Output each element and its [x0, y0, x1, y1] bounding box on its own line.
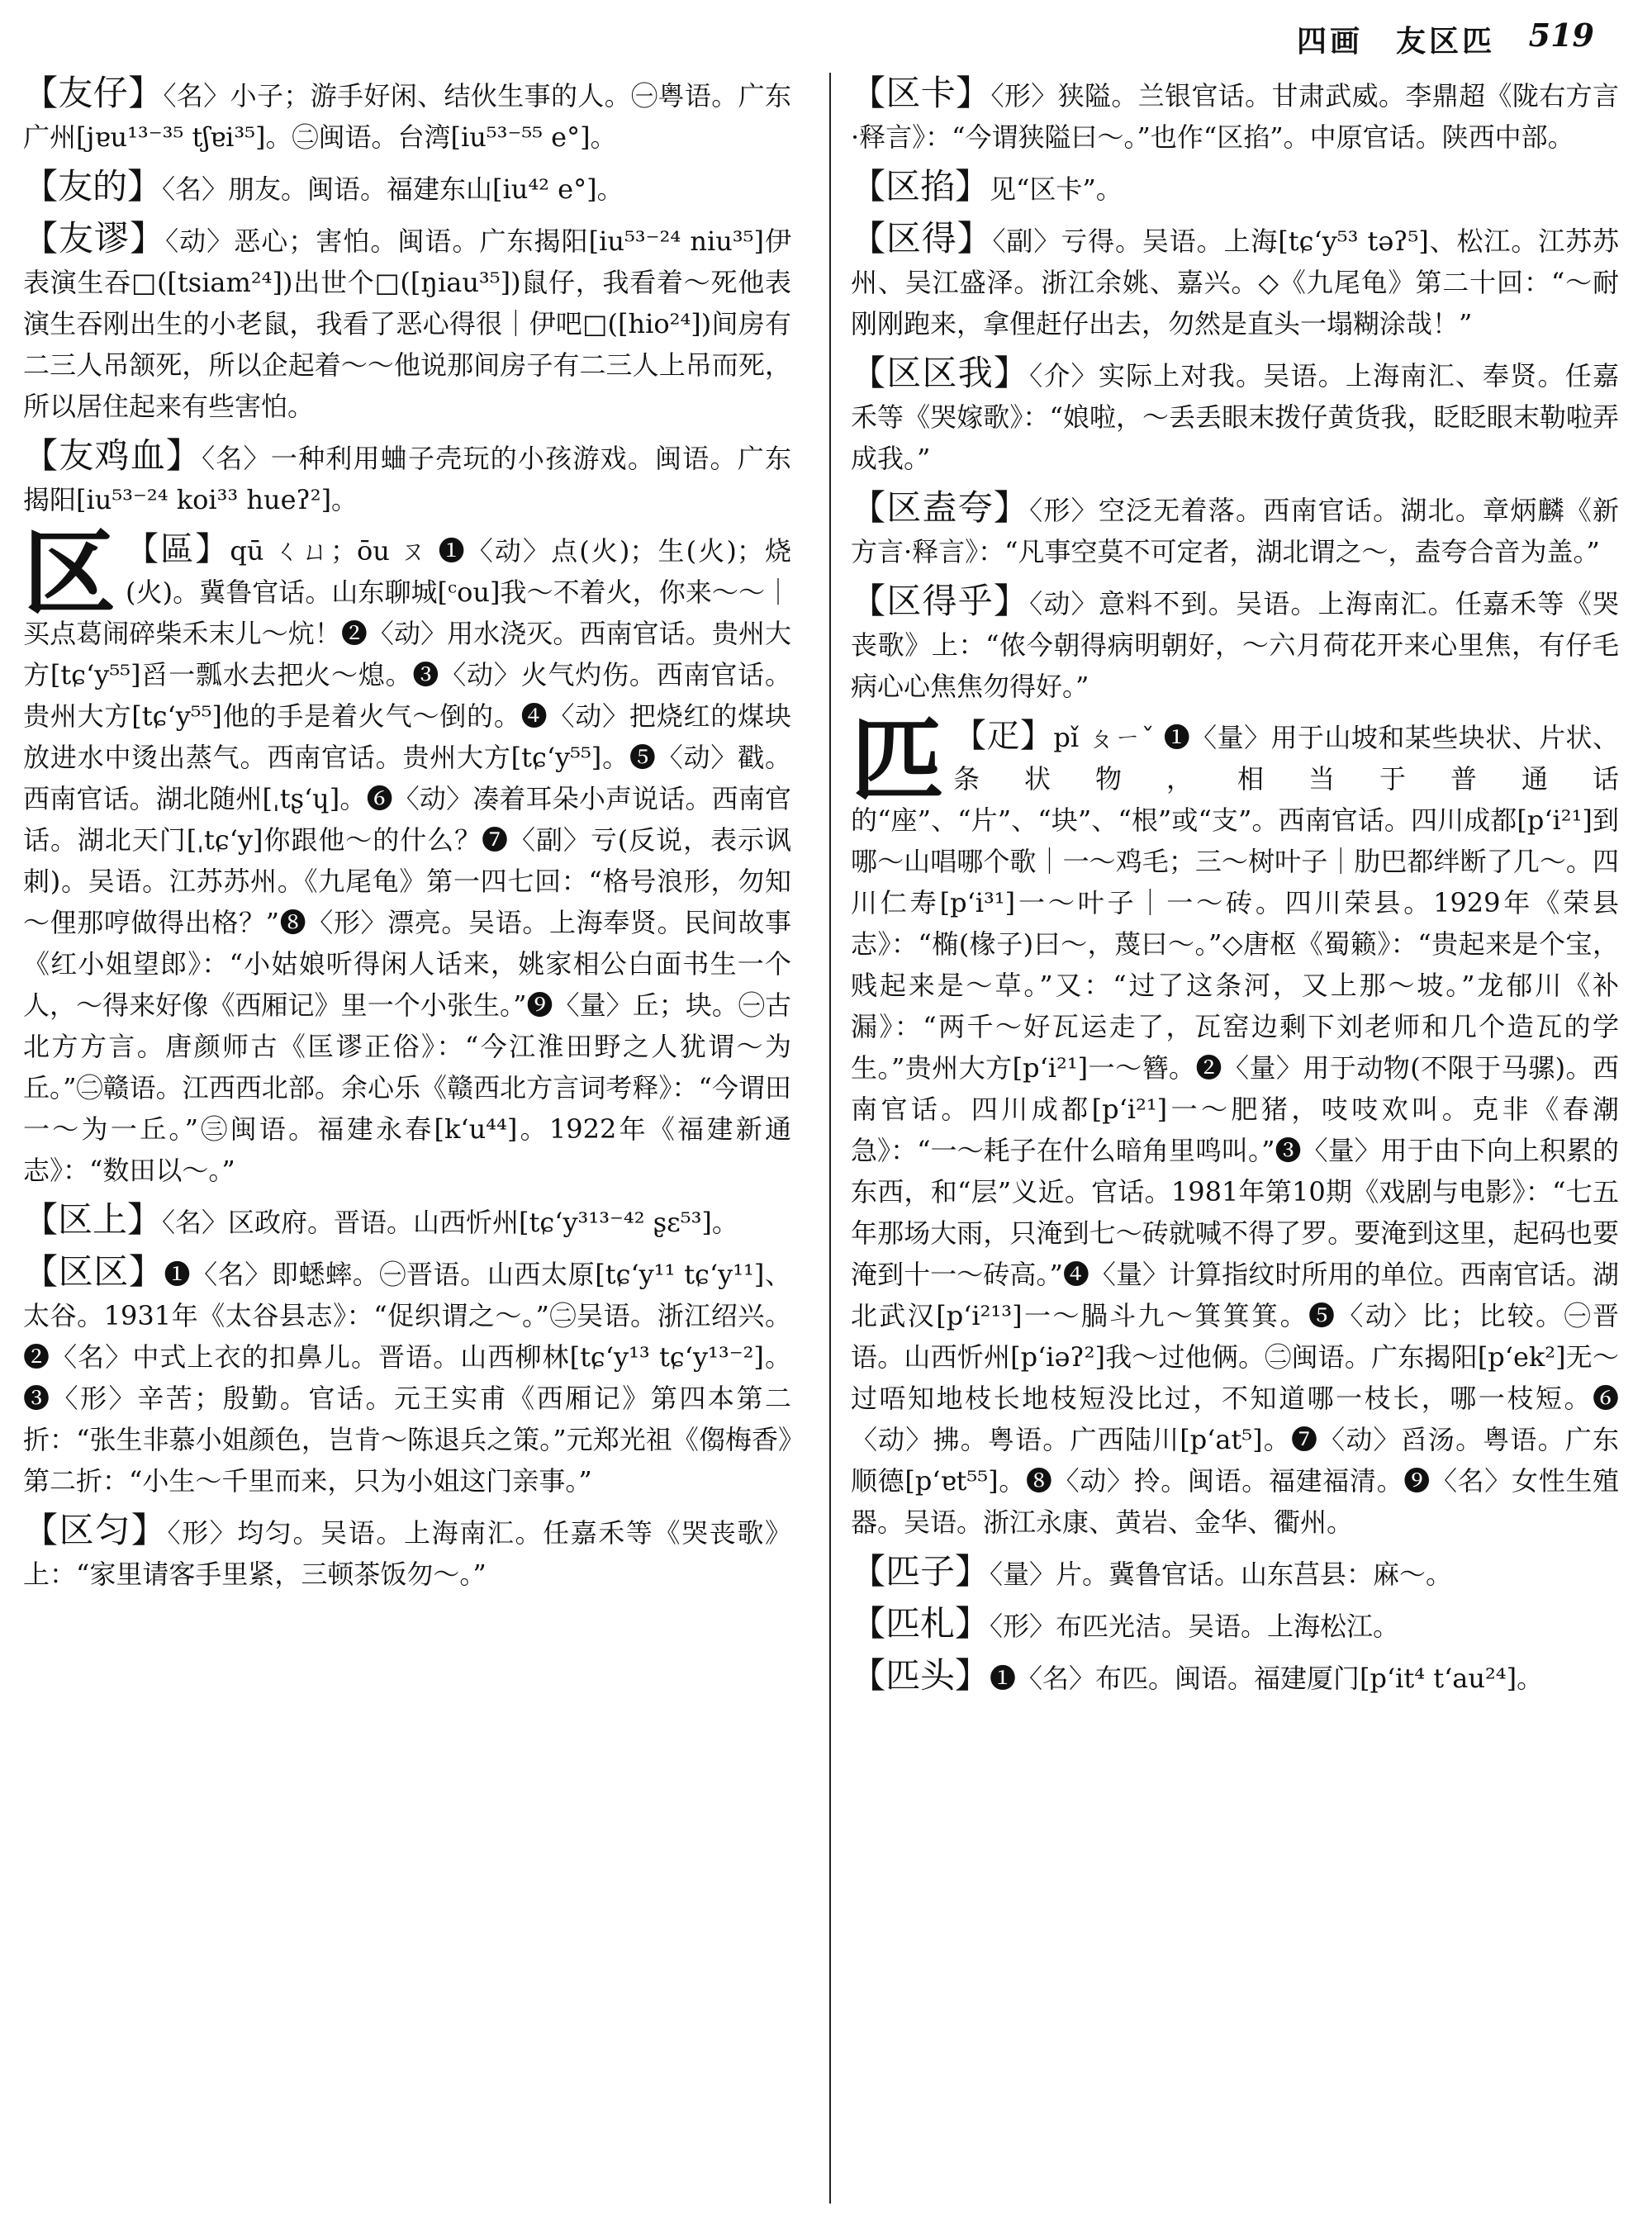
definition: ❶〈名〉即蟋蟀。㊀晋语。山西太原[tɕʻy¹¹ tɕʻy¹¹]、太谷。1931年《太谷县志》：“促织谓之～。”㊁吴语。浙江绍兴。❷〈名〉中式上衣的扣鼻儿。晋语。山西柳林[tɕʻy¹³ tɕʻy¹³⁻²]。❸〈形〉辛苦；殷勤。官话。元王实甫《西厢记》第四本第二折：“张生非慕小姐颜色，岂肯～陈退兵之策。”元郑光祖《㑳梅香》第二折：“小生～千里而来，只为小姐这门亲事。”: [23, 1259, 791, 1497]
headword: 【匹札】: [851, 1603, 990, 1644]
entry: [851, 487, 1619, 572]
definition: 〈形〉空泛无着落。西南官话。湖北。章炳麟《新方言·释言》：“凡事空莫不可定者，湖北谓之～，盍夸合音为盖。”: [851, 495, 1619, 567]
definition: 〈动〉恶心；害怕。闽语。广东揭阳[iu⁵³⁻²⁴ niu³⁵]伊表演生吞□([tsiam²⁴])出世个□([ŋiau³⁵])鼠仔，我看着～死他表演生吞刚出生的小老鼠，我看了恶心得很｜伊吧□([hio²⁴])间房有二三人吊颔死，所以企起着～～他说那间房子有二三人上吊而死，所以居住起来有些害怕。: [23, 225, 791, 422]
entry: [23, 1510, 791, 1595]
headword: 【区匀】: [23, 1510, 168, 1550]
entry: [23, 218, 791, 427]
definition: 见“区卡”。: [990, 173, 1123, 205]
running-head: 四画 友区匹: [1296, 25, 1495, 59]
definition: 〈名〉小子；游手好闲、结伙生事的人。㊀粤语。广东广州[jɐu¹³⁻³⁵ tʃɐi³⁵]。㊁闽语。台湾[iu⁵³⁻⁵⁵ e°]。: [23, 80, 791, 153]
definition: qū ㄑㄩ；ōu ㄡ ❶〈动〉点(火)；生(火)；烧(火)。冀鲁官话。山东聊城[ᶜou]我～不着火，你来～～｜买点葛闹碎柴禾末儿～炕！❷〈动〉用水浇灭。西南官话。贵州大方[tɕʻy⁵⁵]舀一瓢水去把火～熄。❸〈动〉火气灼伤。西南官话。贵州大方[tɕʻy⁵⁵]他的手是着火气～倒的。❹〈动〉把烧红的煤块放进水中烫出蒸气。西南官话。贵州大方[tɕʻy⁵⁵]。❺〈动〉戳。西南官话。湖北随州[ˌtʂʻɥ]。❻〈动〉凑着耳朵小声说话。西南官话。湖北天门[ˌtɕʻy]你跟他～的什么？❼〈副〉亏(反说，表示讽刺)。吴语。江苏苏州。《九尾龟》第一四七回：“格号浪形，勿知～俚那哼做得出格？”❽〈形〉漂亮。吴语。上海奉贤。民间故事《红小姐望郎》：“小姑娘听得闲人话来，姚家相公白面书生一个人，～得来好像《西厢记》里一个小张生。”❾〈量〉丘；块。㊀古北方方言。唐颜师古《匡谬正俗》：“今江淮田野之人犹谓～为丘。”㊁赣语。江西西北部。余心乐《赣西北方言词考释》：“今谓田一～为一丘。”㊂闽语。福建永春[kʻu⁴⁴]。1922年《福建新通志》：“数田以～。”: [23, 535, 791, 1186]
entry: [851, 1603, 1619, 1647]
headword: 【区区我】: [851, 353, 1030, 393]
headword: 【友仔】: [23, 73, 164, 113]
definition: 〈副〉亏得。吴语。上海[tɕʻy⁵³ təʔ⁵]、松江。江苏苏州、吴江盛泽。浙江余姚、嘉兴。◇《九尾龟》第二十回：“～耐刚刚跑来，拿俚赶仔出去，勿然是直头一塌糊涂哉！”: [851, 225, 1619, 339]
character-entry: [23, 520, 791, 1191]
definition: 〈名〉朋友。闽语。福建东山[iu⁴² e°]。: [162, 173, 624, 205]
headword: 【区盍夸】: [851, 487, 1030, 528]
right-column: [851, 73, 1619, 1707]
headword: 【区上】: [23, 1199, 163, 1240]
headword: 【友的】: [23, 166, 163, 206]
page-number: 519: [1528, 17, 1594, 54]
headword: 【区得乎】: [851, 581, 1030, 621]
variant-form: 【疋】: [953, 717, 1054, 755]
entry: [851, 581, 1619, 707]
definition: pǐ ㄆㄧˇ ❶〈量〉用于山坡和某些块状、片状、条状物，相当于普通话的“座”、“片”、“块”、“根”或“支”。西南官话。四川成都[pʻi²¹]到哪～山唱哪个歌｜一～鸡毛；三～树叶子｜肋巴都绊断了几～。四川仁寿[pʻi³¹]一～叶子｜一～砖。四川荣县。1929年《荣县志》：“椭(椽子)曰～，蔑曰～。”◇唐枢《蜀籁》：“贵起来是个宝，贱起来是～草。”又：“过了这条河，又上那～坡。”龙郁川《补漏》：“两千～好瓦运走了，瓦窑边剩下刘老师和几个造瓦的学生。”贵州大方[pʻi²¹]一～簪。❷〈量〉用于动物(不限于马骡)。西南官话。四川成都[pʻi²¹]一～肥猪，吱吱欢叫。克非《春潮急》：“一～耗子在什么暗角里鸣叫。”❸〈量〉用于由下向上积累的东西，和“层”义近。官话。1981年第10期《戏剧与电影》：“七五年那场大雨，只淹到七～砖就喊不得了罗。要淹到这里，起码也要淹到十一～砖高。”❹〈量〉计算指纹时所用的单位。西南官话。湖北武汉[pʻi²¹³]一～腡斗九～箕箕箕。❺〈动〉比；比较。㊀晋语。山西忻州[pʻiəʔ²]我～过他俩。㊁闽语。广东揭阳[pʻek²]无～过唔知地枝长地枝短没比过，不知道哪一枝长，哪一枝短。❻〈动〉拂。粤语。广西陆川[pʻat⁵]。❼〈动〉舀汤。粤语。广东顺德[pʻɐt⁵⁵]。❽〈动〉拎。闽语。福建福清。❾〈名〉女性生殖器。吴语。浙江永康、黄岩、金华、衢州。: [851, 722, 1619, 1538]
left-column: [23, 73, 791, 1603]
entry: [851, 218, 1619, 344]
headword: 【区区】: [23, 1251, 164, 1292]
character-headword: 区: [23, 520, 116, 628]
entry: [23, 1199, 791, 1243]
definition: 〈名〉区政府。晋语。山西忻州[tɕʻy³¹³⁻⁴² ʂɛ⁵³]。: [162, 1207, 738, 1238]
headword: 【区卡】: [851, 73, 991, 113]
headword: 【区得】: [851, 218, 993, 259]
column-divider: [829, 73, 831, 2204]
definition: 〈动〉意料不到。吴语。上海南汇。任嘉禾等《哭丧歌》上：“侬今朝得病明朝好，～六月荷花开来心里焦，有仔毛病心心焦焦勿得好。”: [851, 588, 1619, 702]
variant-form: 【區】: [126, 530, 230, 568]
entry: [23, 166, 791, 210]
headword: 【友鸡血】: [23, 435, 202, 476]
definition: 〈形〉均匀。吴语。上海南汇。任嘉禾等《哭丧歌》上：“家里请客手里紧，三顿茶饭勿～。”: [23, 1517, 791, 1590]
entry: [23, 1251, 791, 1502]
entry: [851, 166, 1619, 210]
entry: [23, 73, 791, 158]
entry: [23, 435, 791, 520]
headword: 【匹子】: [851, 1551, 990, 1592]
character-headword: 匹: [851, 706, 943, 814]
definition: 〈介〉实际上对我。吴语。上海南汇、奉贤。任嘉禾等《哭嫁歌》：“娘啦，～丢丢眼末拨仔黄货我，眨眨眼末勒啦弄成我。”: [851, 360, 1619, 474]
headword: 【区掐】: [851, 166, 990, 206]
character-entry: [851, 706, 1619, 1543]
page-header: [0, 0, 1652, 64]
entry: [851, 73, 1619, 158]
headword: 【匹头】: [851, 1655, 990, 1696]
entry: [851, 1551, 1619, 1595]
headword: 【友谬】: [23, 218, 166, 259]
definition: 〈量〉片。冀鲁官话。山东莒县：麻～。: [990, 1559, 1453, 1590]
definition: 〈名〉一种利用蛐子壳玩的小孩游戏。闽语。广东揭阳[iu⁵³⁻²⁴ koi³³ hueʔ²]。: [23, 443, 791, 515]
definition: ❶〈名〉布匹。闽语。福建厦门[pʻit⁴ tʻau²⁴]。: [990, 1663, 1544, 1694]
entry: [851, 1655, 1619, 1699]
entry: [851, 353, 1619, 479]
definition: 〈形〉布匹光洁。吴语。上海松江。: [990, 1611, 1400, 1642]
definition: 〈形〉狭隘。兰银官话。甘肃武威。李鼎超《陇右方言·释言》：“今谓狭隘曰～。”也作“区掐”。中原官话。陕西中部。: [851, 80, 1619, 153]
